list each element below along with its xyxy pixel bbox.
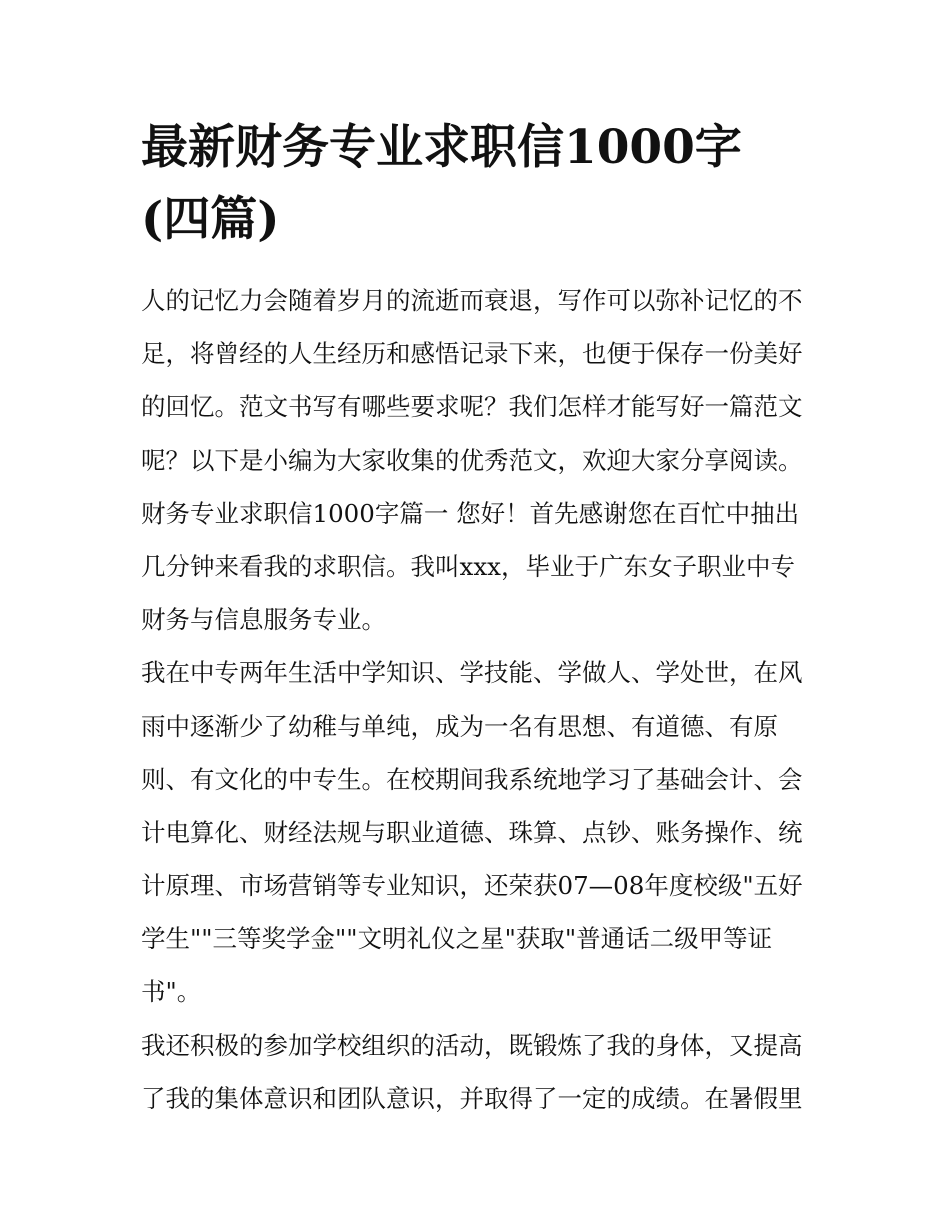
body-line: 的回忆。范文书写有哪些要求呢？我们怎样才能写好一篇范文 xyxy=(141,392,803,422)
body-line: 计电算化、财经法规与职业道德、珠算、点钞、账务操作、统 xyxy=(141,817,803,847)
body-line: 呢？以下是小编为大家收集的优秀范文，欢迎大家分享阅读。 xyxy=(141,445,803,475)
document-body xyxy=(141,274,831,1125)
title-line-1: 最新财务专业求职信1000字 xyxy=(141,120,742,175)
body-line: 财务专业求职信1000字篇一 您好！首先感谢您在百忙中抽出 xyxy=(141,498,800,528)
body-line: 人的记忆力会随着岁月的流逝而衰退，写作可以弥补记忆的不 xyxy=(141,286,803,315)
body-line: 财务与信息服务专业。 xyxy=(141,605,386,635)
title-line-2: (四篇) xyxy=(141,192,280,247)
body-line: 我在中专两年生活中学知识、学技能、学做人、学处世，在风 xyxy=(141,658,803,688)
body-line: 了我的集体意识和团队意识，并取得了一定的成绩。在暑假里 xyxy=(141,1083,803,1113)
body-line: 学生""三等奖学金""文明礼仪之星"获取"普通话二级甲等证 xyxy=(141,924,773,954)
body-line: 雨中逐渐少了幼稚与单纯，成为一名有思想、有道德、有原 xyxy=(141,711,778,741)
body-line: 计原理、市场营销等专业知识，还荣获07—08年度校级"五好 xyxy=(141,871,803,901)
body-line: 书"。 xyxy=(141,977,202,1007)
body-line: 我还积极的参加学校组织的活动，既锻炼了我的身体，又提高 xyxy=(141,1030,803,1060)
document-title xyxy=(141,112,821,256)
body-line: 则、有文化的中专生。在校期间我系统地学习了基础会计、会 xyxy=(141,764,803,794)
body-line: 几分钟来看我的求职信。我叫xxx，毕业于广东女子职业中专 xyxy=(141,551,795,581)
body-line: 足，将曾经的人生经历和感悟记录下来，也便于保存一份美好 xyxy=(141,339,803,369)
